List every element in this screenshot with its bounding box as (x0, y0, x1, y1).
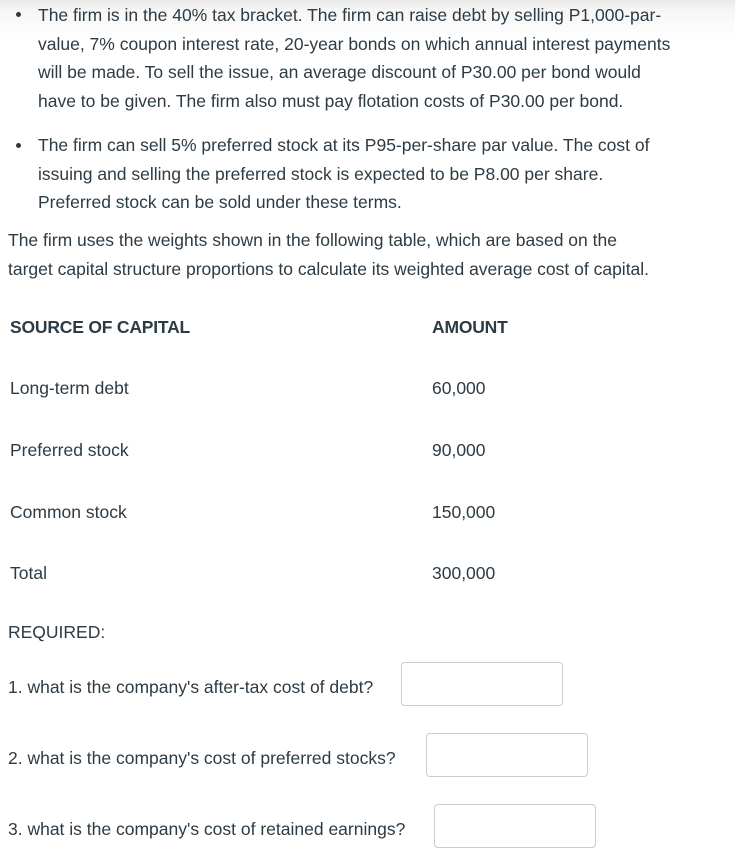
cell-amount-common-stock: 150,000 (432, 502, 496, 522)
cell-amount-preferred-stock: 90,000 (432, 440, 486, 460)
answer-input-cost-of-preferred-stock[interactable] (426, 733, 588, 777)
debt-terms-line-2: value, 7% coupon interest rate, 20-year bonds on which annual interest payments (38, 33, 671, 54)
answer-input-after-tax-cost-of-debt[interactable] (401, 662, 563, 706)
assumptions-list (12, 0, 724, 217)
preferred-terms-line-2: issuing and selling the preferred stock is expected to be P8.00 per share. (38, 163, 604, 184)
intro-line-1: The firm uses the weights shown in the following table, which are based on the (8, 230, 617, 250)
question-1-label: 1. what is the company's after-tax cost of debt? (8, 677, 374, 697)
answer-input-cost-of-retained-earnings[interactable] (434, 804, 596, 848)
weights-intro-paragraph (8, 226, 720, 283)
debt-terms-line-4: have to be given. The firm also must pay flotation costs of P30.00 per bond. (38, 90, 624, 111)
header-source-of-capital: SOURCE OF CAPITAL (10, 317, 191, 337)
bullet-icon (16, 12, 21, 17)
cell-source-long-term-debt: Long-term debt (10, 378, 129, 398)
list-item-preferred-terms (12, 131, 724, 217)
question-3-label: 3. what is the company's cost of retained earnings? (8, 819, 406, 839)
debt-terms-line-3: will be made. To sell the issue, an average discount of P30.00 per bond would (38, 62, 641, 82)
cell-source-preferred-stock: Preferred stock (10, 440, 129, 460)
cell-source-total: Total (10, 563, 47, 583)
bullet-icon (16, 143, 21, 148)
cell-amount-long-term-debt: 60,000 (432, 378, 486, 398)
list-item-debt-terms (12, 0, 724, 115)
preferred-terms-line-3: Preferred stock can be sold under these terms. (38, 192, 402, 212)
cell-amount-total: 300,000 (432, 563, 496, 583)
cell-source-common-stock: Common stock (10, 502, 127, 522)
header-amount: AMOUNT (432, 317, 508, 337)
required-heading: REQUIRED: (8, 622, 106, 642)
debt-terms-line-1: The firm is in the 40% tax bracket. The firm can raise debt by selling P1,000-par- (38, 5, 662, 25)
preferred-terms-line-1: The firm can sell 5% preferred stock at its P95-per-share par value. The cost of (38, 135, 650, 155)
question-2-label: 2. what is the company's cost of preferred stocks? (8, 748, 396, 768)
intro-line-2: target capital structure proportions to calculate its weighted average cost of capital. (8, 258, 650, 279)
